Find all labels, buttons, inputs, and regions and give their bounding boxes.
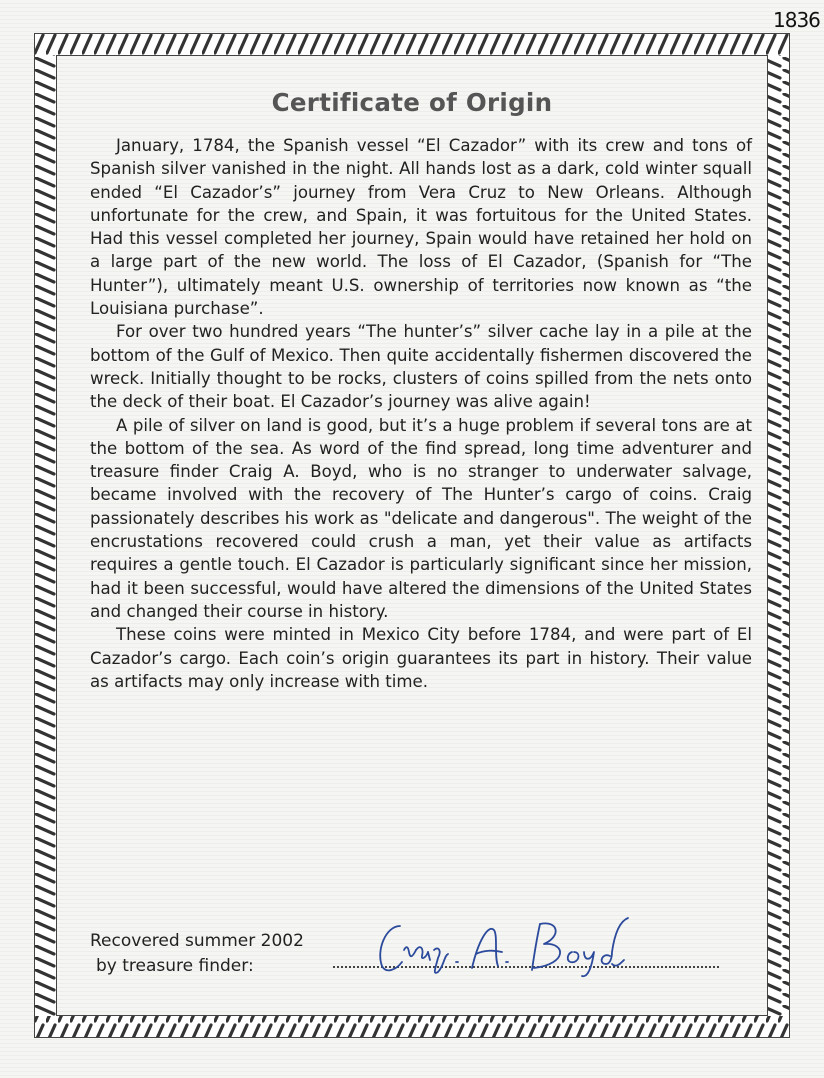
recovered-line: Recovered summer 2002 [90,931,304,951]
certificate-body [90,134,752,693]
paragraph-recovery: A pile of silver on land is good, but it’s a huge problem if several tons are at the bottom of the sea. As word of the find spread, long time adventurer and treasure finder Craig A. Boyd, who is no stranger to underwater salvage, became involved with the recovery of The Hunter’s cargo of coins. Craig passionately describes his work as "delicate and dangerous". The weight of the encrustations recovered could crush a man, yet their value as artifacts requires a gentle touch. El Cazador is particularly significant since her mission, had it been successful, would have altered the dimensions of the United States and changed their course in history. [90,415,752,621]
handwritten-number: 1836 [773,8,820,32]
paragraph-coins: These coins were minted in Mexico City before 1784, and were part of El Cazador’s cargo. Each coin’s origin guarantees its part in history. Their value as artifacts may only increase with time. [90,625,752,691]
certificate-title: Certificate of Origin [271,88,553,117]
paragraph-discovery: For over two hundred years “The hunter’s” silver cache lay in a pile at the bottom of the Gulf of Mexico. Then quite accidentally fishermen discovered the wreck. Initially thought to be rocks, clusters of coins spilled from the nets onto the deck of their boat. El Cazador’s journey was alive again! [90,322,752,412]
signature [372,912,642,982]
finder-line: by treasure finder: [96,956,254,976]
paragraph-history: January, 1784, the Spanish vessel “El Cazador” with its crew and tons of Spanish silver vanished in the night. All hands lost as a dark, cold winter squall ended “El Cazador’s” journey from Vera Cruz to New Orleans. Although unfortunate for the crew, and Spain, it was fortuitous for the United States. Had this vessel completed her journey, Spain would have retained her hold on a large part of the new world. The loss of El Cazador, (Spanish for “The Hunter”), ultimately meant U.S. ownership of territories now known as “the Louisiana purchase”. [90,136,752,319]
recovery-note [90,929,304,979]
